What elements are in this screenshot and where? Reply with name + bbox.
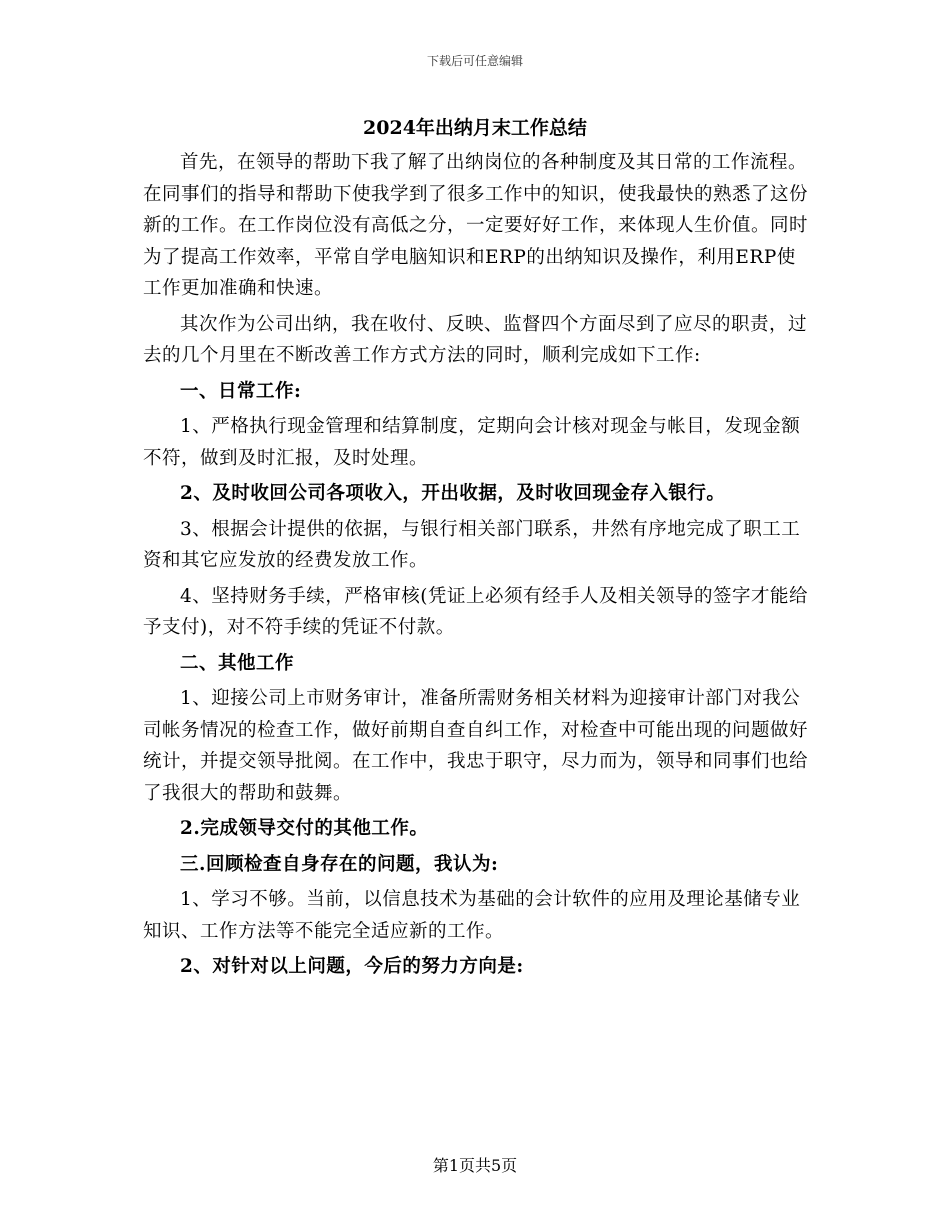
page-number: 第1页共5页 xyxy=(432,1156,518,1175)
list-item-audit-preparation: 1、迎接公司上市财务审计，准备所需财务相关材料为迎接审计部门对我公司帐务情况的检查工作，做好前期自查自纠工作，对检查中可能出现的问题做好统计，并提交领导批阅。在工作中，我忠于职守，尽力而为，领导和同事们也给了我很大的帮助和鼓舞。 xyxy=(143,688,809,804)
document-title: 2024年出纳月末工作总结 xyxy=(363,117,587,139)
section-heading-review: 三.回顾检查自身存在的问题，我认为: xyxy=(180,853,499,875)
list-item-future-direction: 2、对针对以上问题，今后的努力方向是: xyxy=(180,956,524,977)
list-item-other-tasks: 2.完成领导交付的其他工作。 xyxy=(180,818,429,839)
document-body xyxy=(143,147,809,987)
list-item-salary-payment: 3、根据会计提供的依据，与银行相关部门联系，井然有序地完成了职工工资和其它应发放的经费发放工作。 xyxy=(143,518,801,571)
page-header-note: 下载后可任意编辑 xyxy=(426,54,523,68)
list-item-financial-procedures: 4、坚持财务手续，严格审核(凭证上必须有经手人及相关领导的签字才能给予支付)，对不符手续的凭证不付款。 xyxy=(143,585,808,638)
section-heading-daily-work: 一、日常工作: xyxy=(180,380,302,402)
section-heading-other-work: 二、其他工作 xyxy=(180,652,295,674)
list-item-cash-management: 1、严格执行现金管理和结算制度，定期向会计核对现金与帐目，发现金额不符，做到及时汇报，及时处理。 xyxy=(143,416,801,469)
list-item-income-collection: 2、及时收回公司各项收入，开出收据，及时收回现金存入银行。 xyxy=(180,483,726,504)
paragraph-intro: 首先，在领导的帮助下我了解了出纳岗位的各种制度及其日常的工作流程。在同事们的指导和帮助下使我学到了很多工作中的知识，使我最快的熟悉了这份新的工作。在工作岗位没有高低之分，一定要好好工作，来体现人生价值。同时为了提高工作效率，平常自学电脑知识和ERP的出纳知识及操作，利用ERP使工作更加准确和快速。 xyxy=(143,152,809,299)
paragraph-duties: 其次作为公司出纳，我在收付、反映、监督四个方面尽到了应尽的职责，过去的几个月里在不断改善工作方式方法的同时，顺利完成如下工作: xyxy=(143,313,808,366)
list-item-insufficient-study: 1、学习不够。当前，以信息技术为基础的会计软件的应用及理论基储专业知识、工作方法等不能完全适应新的工作。 xyxy=(143,889,801,942)
